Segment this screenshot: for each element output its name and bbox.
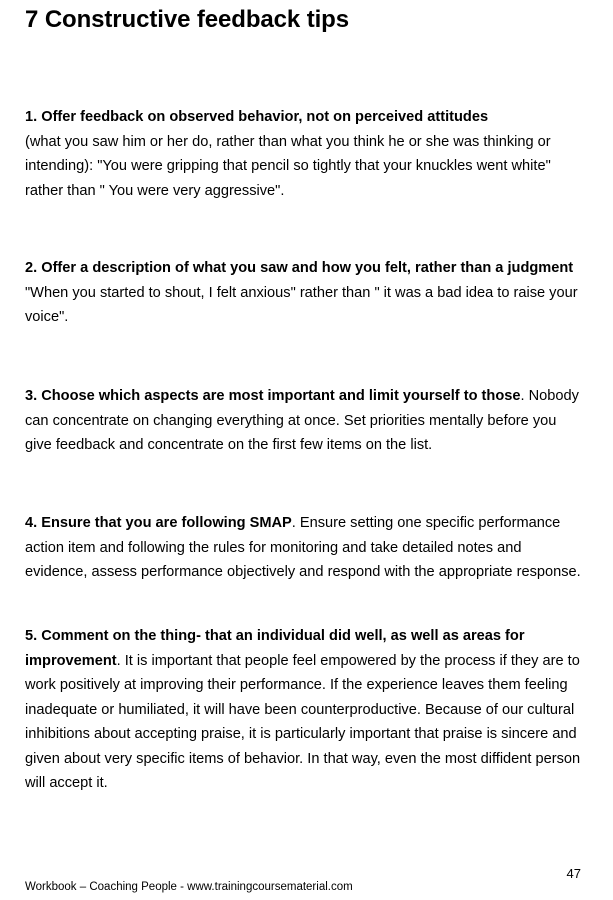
tip-4 [25,511,585,585]
tip-3-body: . Nobody can concentrate on changing everything at once. Set priorities mentally before you give feedback and concentrate on the first few items on the list. [25,388,579,453]
tip-5-heading: 5. Comment on the thing- that an individual did well, as well as areas for improvement [25,628,525,669]
page-title: 7 Constructive feedback tips [25,6,349,33]
tip-1 [25,105,585,203]
tip-2-body: "When you started to shout, I felt anxious" rather than " it was a bad idea to raise your voice". [25,284,578,325]
tip-1-body: (what you saw him or her do, rather than what you think he or she was thinking or intending): "You were gripping that pencil so tightly that your knuckles went white" rather than " You were very aggressive". [25,133,551,199]
tip-5-body: . It is important that people feel empowered by the process if they are to work positively at improving their performance. If the experience leaves them feeling inadequate or humiliated, it will have been counterproductive. Because of our cultural inhibitions about accepting praise, it is particularly important that praise is sincere and given about very specific items of behavior. In that way, even the most diffident person will accept it. [25,652,581,791]
tip-2 [25,256,585,330]
tip-3-heading: 3. Choose which aspects are most important and limit yourself to those [25,388,521,404]
tip-4-body: . Ensure setting one specific performance action item and following the rules for monitoring and take detailed notes and evidence, assess performance objectively and respond with the appropriate response. [25,515,581,580]
page-number: 47 [566,866,581,881]
tip-5 [25,624,585,796]
tip-2-heading: 2. Offer a description of what you saw and how you felt, rather than a judgment [25,260,574,276]
tip-4-heading: 4. Ensure that you are following SMAP [25,515,292,531]
footer-text: Workbook – Coaching People - www.trainingcoursematerial.com [25,881,353,893]
tip-3 [25,384,585,458]
tip-1-heading: 1. Offer feedback on observed behavior, not on perceived attitudes [25,109,489,125]
